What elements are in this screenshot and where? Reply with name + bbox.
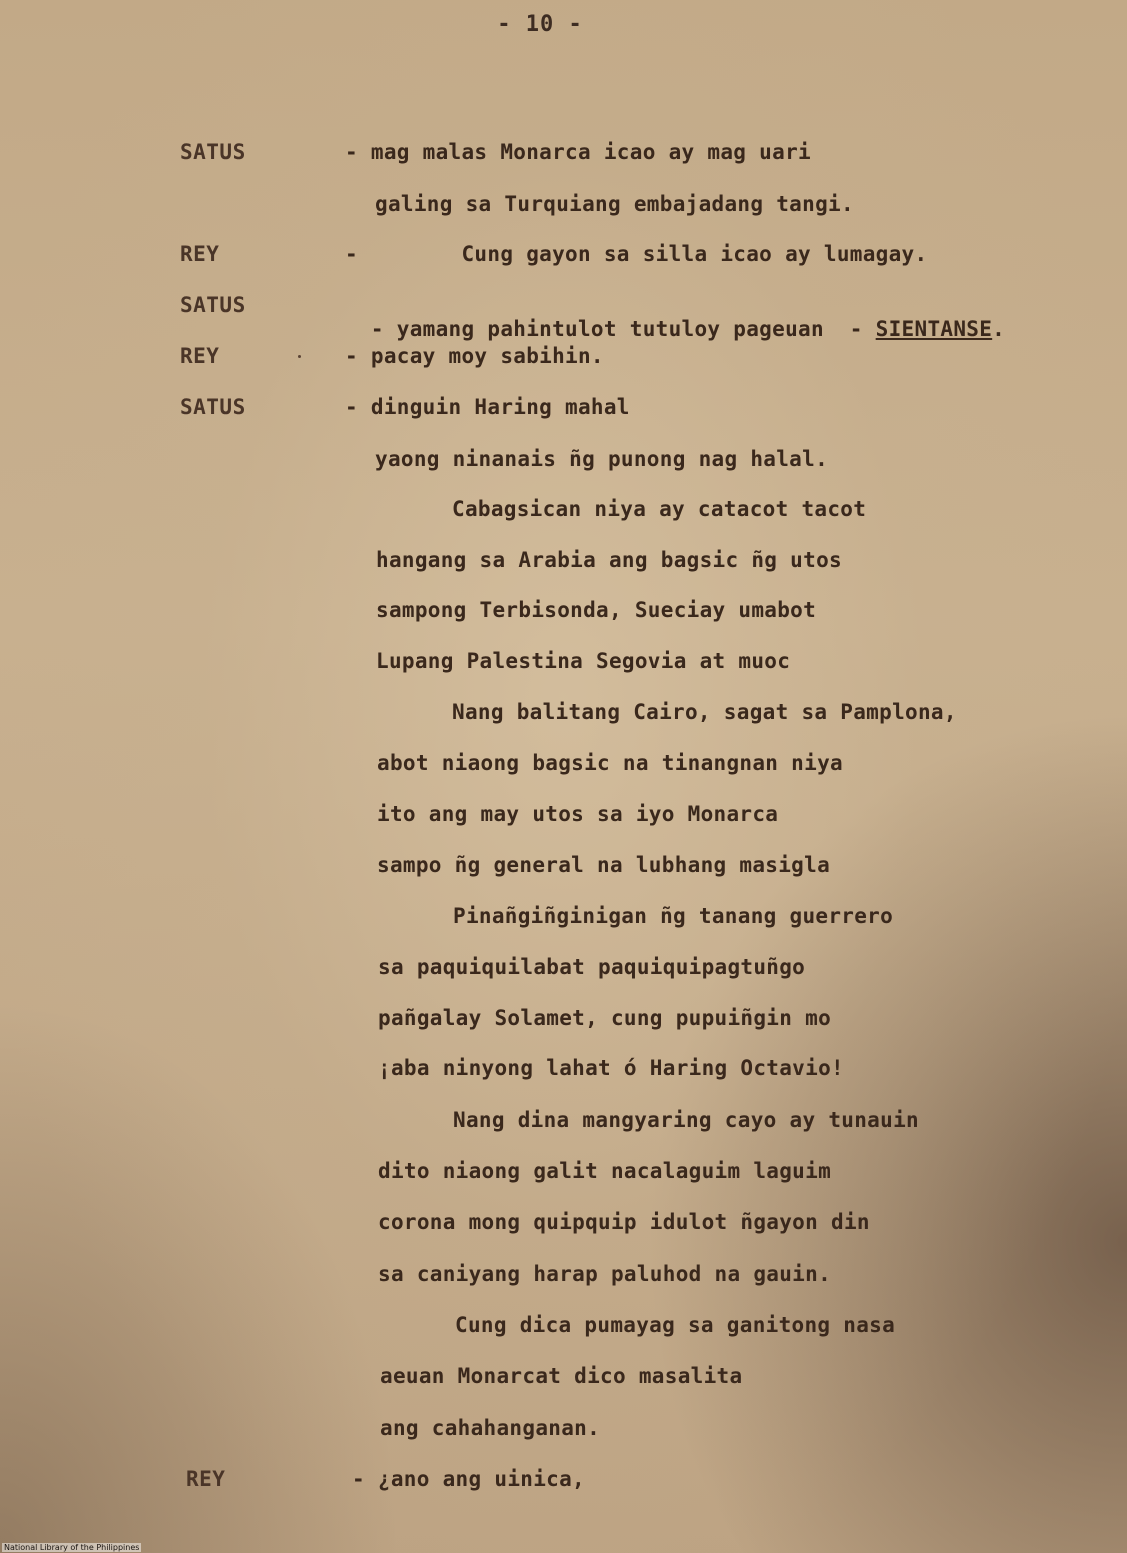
dialogue-line: pañgalay Solamet, cung pupuiñgin mo	[378, 1006, 832, 1030]
dialogue-line: Pinañgiñginigan ñg tanang guerrero	[453, 904, 894, 928]
dialogue-line: corona mong quipquip idulot ñgayon din	[378, 1210, 870, 1234]
dialogue-line: sampong Terbisonda, Sueciay umabot	[376, 598, 817, 622]
ink-dot	[298, 355, 301, 358]
dialogue-line: - pacay moy sabihin.	[345, 344, 604, 368]
dialogue-line: galing sa Turquiang embajadang tangi.	[375, 192, 854, 216]
dialogue-line: - ¿ano ang uinica,	[352, 1467, 585, 1491]
dialogue-line: sa paquiquilabat paquiquipagtuñgo	[378, 955, 806, 979]
dialogue-line: yaong ninanais ñg punong nag halal.	[375, 447, 829, 471]
dialogue-line: Lupang Palestina Segovia at muoc	[376, 649, 791, 673]
dialogue-line: Nang balitang Cairo, sagat sa Pamplona,	[452, 700, 957, 724]
dialogue-line: ito ang may utos sa iyo Monarca	[377, 802, 779, 826]
speaker-label: SATUS	[180, 395, 246, 419]
dialogue-line: ang cahahanganan.	[380, 1416, 601, 1440]
dialogue-line: - dinguin Haring mahal	[345, 395, 630, 419]
dialogue-line: Cabagsican niya ay catacot tacot	[452, 497, 867, 521]
speaker-label: REY	[180, 344, 220, 368]
stage-direction: SIENTANSE	[875, 317, 993, 341]
library-watermark: National Library of the Philippines	[4, 1543, 140, 1552]
dialogue-line-text: .	[992, 317, 1006, 341]
dialogue-line: ¡aba ninyong lahat ó Haring Octavio!	[378, 1056, 844, 1080]
dialogue-line: dito niaong galit nacalaguim laguim	[378, 1159, 832, 1183]
speaker-label: SATUS	[180, 140, 246, 164]
speaker-label: REY	[180, 242, 220, 266]
dialogue-line: sampo ñg general na lubhang masigla	[377, 853, 831, 877]
speaker-label: REY	[186, 1467, 226, 1491]
dialogue-line: - mag malas Monarca icao ay mag uari	[345, 140, 811, 164]
dialogue-line-text: - yamang pahintulot tutuloy pageuan -	[370, 317, 876, 341]
page-number: - 10 -	[497, 12, 583, 37]
dialogue-line: - Cung gayon sa silla icao ay lumagay.	[345, 242, 928, 266]
dialogue-line: hangang sa Arabia ang bagsic ñg utos	[376, 548, 842, 572]
dialogue-line	[345, 293, 1005, 341]
dialogue-line: abot niaong bagsic na tinangnan niya	[377, 751, 843, 775]
dialogue-line: sa caniyang harap paluhod na gauin.	[378, 1262, 832, 1286]
dialogue-line: Nang dina mangyaring cayo ay tunauin	[453, 1108, 919, 1132]
speaker-label: SATUS	[180, 293, 246, 317]
dialogue-line: aeuan Monarcat dico masalita	[380, 1364, 743, 1388]
dialogue-line: Cung dica pumayag sa ganitong nasa	[455, 1313, 896, 1337]
